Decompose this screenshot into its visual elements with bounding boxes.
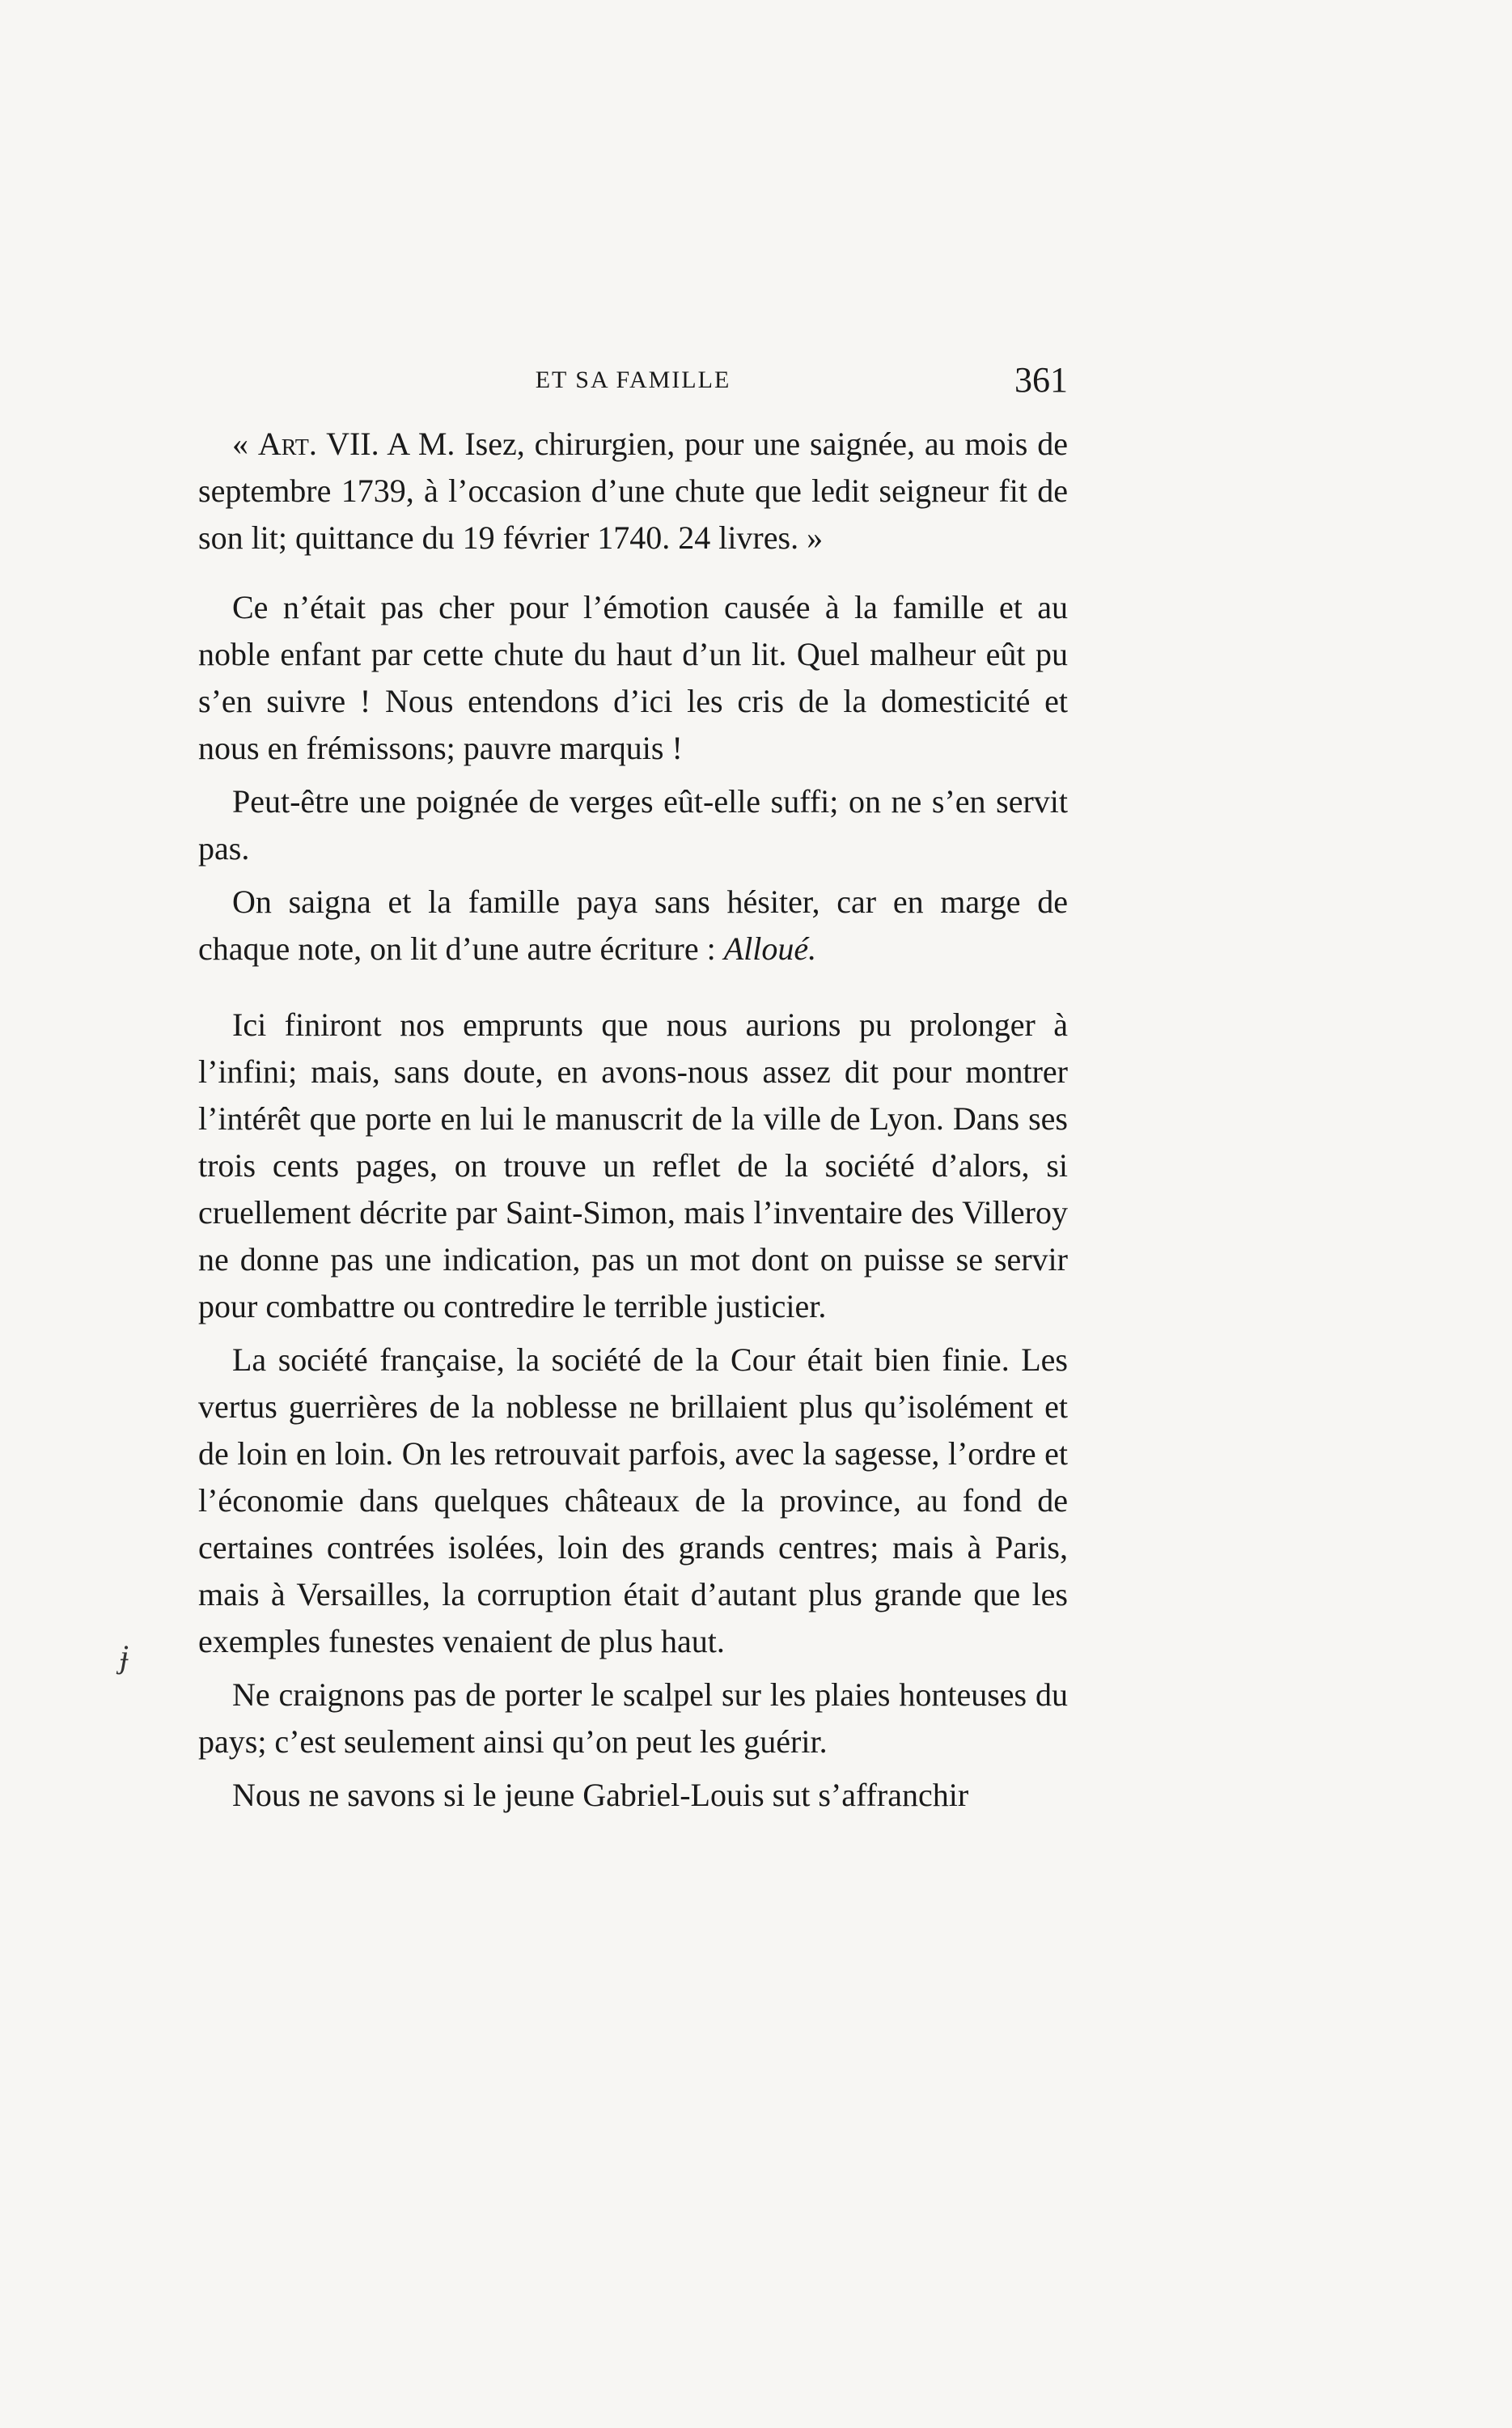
paragraph-3: Peut-être une poignée de verges eût-elle suffi; on ne s’en servit pas.: [198, 783, 1068, 867]
open-quote: «: [232, 426, 258, 462]
page-header: [198, 356, 1068, 405]
paragraph-5: Ici finiront nos emprunts que nous aurions pu prolonger à l’infini; mais, sans doute, en avons-nous assez dit pour montrer l’intérêt que porte en lui le manuscrit de la ville de Lyon. Dans ses trois cents pages, on trouve un reflet de la société d’alors, si cruellement décrite par Saint-Simon, mais l’inventaire des Villeroy ne donne pas une indication, pas un mot dont on puisse se servir pour combattre ou contredire le terrible justicier.: [198, 1006, 1068, 1324]
paragraph-2: Ce n’était pas cher pour l’émotion causée à la famille et au noble enfant par cette chute du haut d’un lit. Quel malheur eût pu s’en suivre ! Nous entendons d’ici les cris de la domesticité et nous en frémissons; pauvre marquis !: [198, 589, 1068, 766]
page-number: 361: [1014, 360, 1068, 400]
paragraph-4-italic: Alloué.: [723, 930, 817, 967]
paragraph-1-text: VII. A M. Isez, chirurgien, pour une saignée, au mois de septembre 1739, à l’occasion d’une chute que ledit seigneur fit de son lit; quittance du 19 février 1740. 24 livres. »: [198, 426, 1068, 556]
paragraph-6: La société française, la société de la Cour était bien finie. Les vertus guerrières de la noblesse ne brillaient plus qu’isolément et de loin en loin. On les retrouvait parfois, avec la sagesse, l’ordre et l’économie dans quelques châteaux de la province, au fond de certaines contrées isolées, loin des grands centres; mais à Paris, mais à Versailles, la corruption était d’autant plus grande que les exemples funestes venaient de plus haut.: [198, 1341, 1068, 1659]
paragraph-1: [198, 421, 1068, 561]
paragraph-4: [198, 879, 1068, 972]
article-label: Art.: [257, 426, 317, 462]
paragraph-7: Ne craignons pas de porter le scalpel sur les plaies honteuses du pays; c’est seulement ainsi qu’on peut les guérir.: [198, 1676, 1068, 1760]
paragraph-8: Nous ne savons si le jeune Gabriel-Louis sut s’affranchir: [232, 1777, 969, 1813]
margin-mark-icon: ɉ: [120, 1638, 129, 1675]
paragraph-4-text: On saigna et la famille paya sans hésiter, car en marge de chaque note, on lit d’une autre écriture :: [198, 883, 1068, 967]
body-text: [198, 421, 1068, 1819]
running-head: ET SA FAMILLE: [535, 367, 731, 393]
